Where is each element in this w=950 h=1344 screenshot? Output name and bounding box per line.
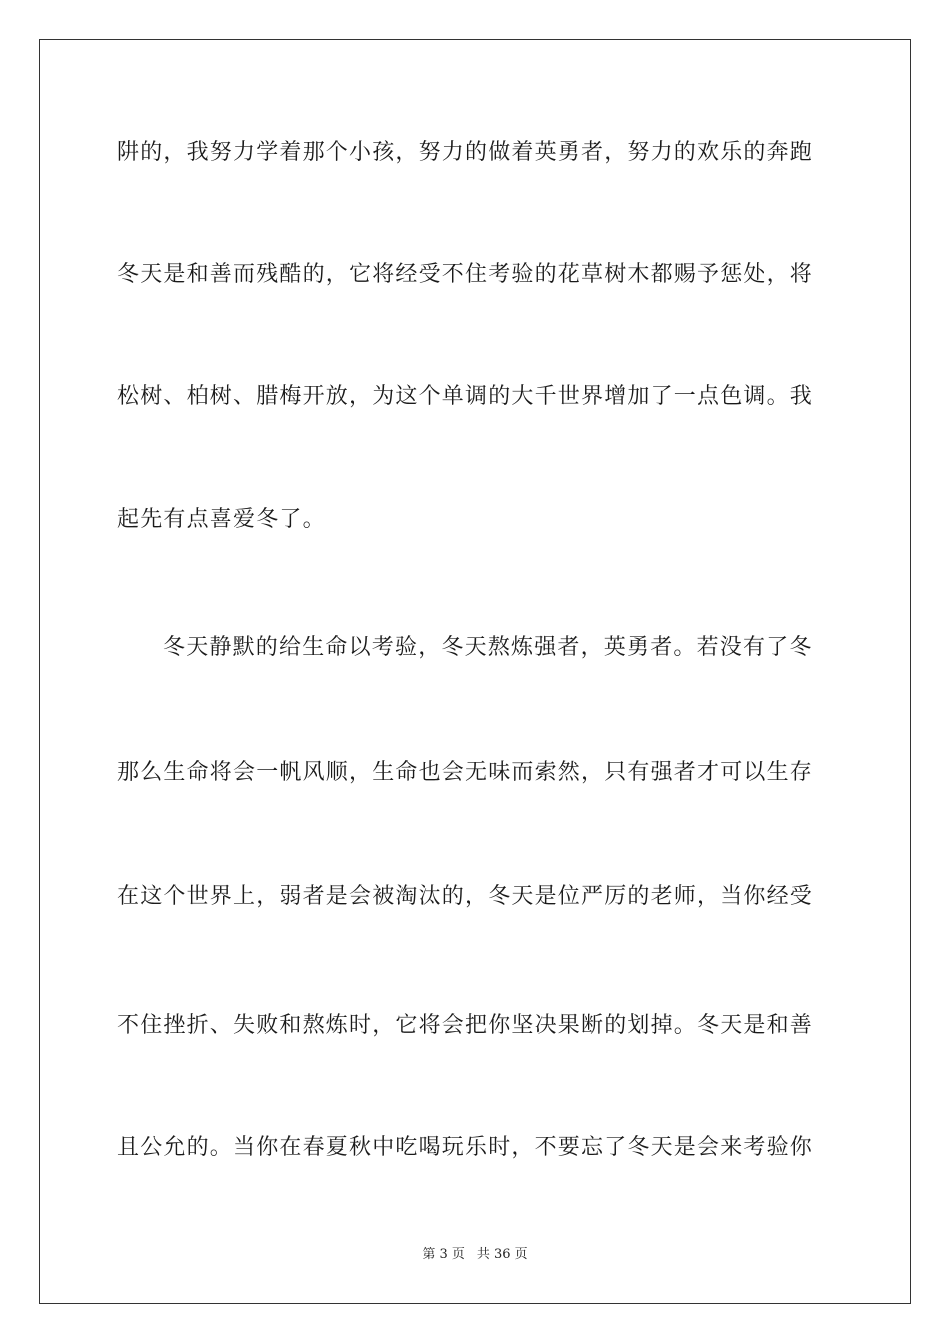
page-number: 第 3 页 [422, 1247, 465, 1262]
text-line-6: 那么生命将会一帆风顺，生命也会无味而索然，只有强者才可以生存 [117, 760, 814, 785]
page-footer [0, 1246, 950, 1264]
text-line-1: 阱的，我努力学着那个小孩，努力的做着英勇者，努力的欢乐的奔跑 [117, 140, 814, 165]
text-line-3: 松树、柏树、腊梅开放，为这个单调的大千世界增加了一点色调。我 [117, 384, 814, 409]
paragraph-start-line: 冬天静默的给生命以考验，冬天熬炼强者，英勇者。若没有了冬 [163, 635, 813, 660]
text-line-2: 冬天是和善而残酷的，它将经受不住考验的花草树木都赐予惩处，将 [117, 262, 814, 287]
page-frame [39, 39, 911, 1304]
page-total: 共 36 页 [476, 1247, 528, 1262]
text-line-9: 且公允的。当你在春夏秋中吃喝玩乐时，不要忘了冬天是会来考验你 [117, 1135, 814, 1160]
text-line-8: 不住挫折、失败和熬炼时，它将会把你坚决果断的划掉。冬天是和善 [117, 1013, 814, 1038]
text-line-4: 起先有点喜爱冬了。 [117, 507, 326, 532]
text-line-7: 在这个世界上，弱者是会被淘汰的，冬天是位严厉的老师，当你经受 [117, 884, 814, 909]
